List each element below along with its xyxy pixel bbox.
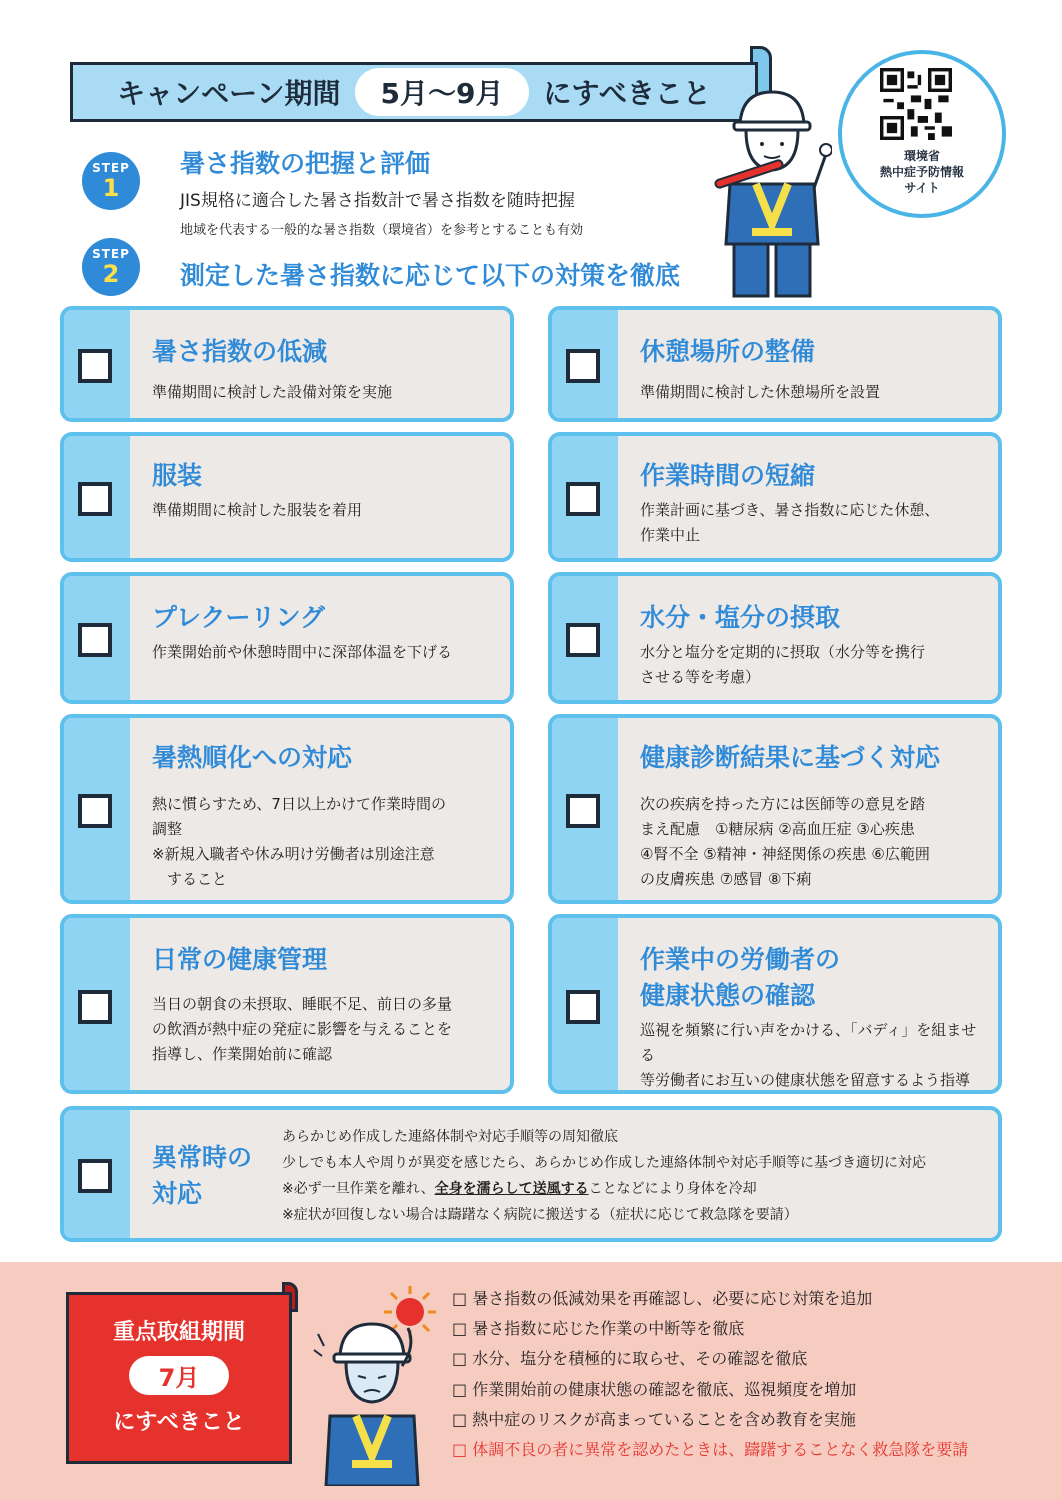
card-title: 暑さ指数の低減 (152, 337, 328, 366)
step-2-number: 2 (102, 260, 120, 288)
card-title: 暑熱順化への対応 (152, 743, 353, 772)
measure-card (60, 714, 514, 904)
focus-checklist (452, 1284, 1032, 1465)
focus-month: 7月 (129, 1356, 230, 1395)
step-2-badge (82, 238, 140, 296)
step-1-note: 地域を代表する一般的な暑さ指数（環境省）を参考とすることも有効 (180, 223, 584, 238)
measure-card (548, 432, 1002, 562)
measure-checkbox[interactable] (566, 794, 600, 828)
measure-card (60, 432, 514, 562)
qr-code-icon[interactable] (880, 68, 952, 140)
card-title: 休憩場所の整備 (640, 337, 816, 366)
focus-checklist-item: □ 暑さ指数の低減効果を再確認し、必要に応じ対策を追加 (452, 1289, 873, 1308)
card-body: 作業開始前や休憩時間中に深部体温を下げる (152, 643, 453, 661)
measure-checkbox[interactable] (566, 990, 600, 1024)
card-body: 準備期間に検討した休憩場所を設置 (640, 383, 881, 401)
measure-card (60, 306, 514, 422)
measure-card (548, 714, 1002, 904)
focus-checklist-item-urgent: □ 体調不良の者に異常を認めたときは、躊躇することなく救急隊を要請 (452, 1440, 969, 1460)
measure-card (548, 572, 1002, 704)
card-title: 水分・塩分の摂取 (640, 603, 841, 632)
measure-card (548, 306, 1002, 422)
focus-subtitle: にすべきこと (113, 1410, 245, 1435)
card-body: 熱に慣らすため、7日以上かけて作業時間の 調整 ※新規入職者や休み明け労働者は別途注意 すること (152, 795, 446, 888)
card-body: 準備期間に検討した服装を着用 (152, 501, 363, 519)
measure-card (60, 914, 514, 1094)
measure-checkbox[interactable] (566, 482, 600, 516)
step-2-word: STEP (92, 247, 130, 261)
emergency-text (282, 1124, 926, 1228)
focus-checklist-item: □ 水分、塩分を積極的に取らせ、その確認を徹底 (452, 1349, 808, 1369)
card-body: 作業計画に基づき、暑さ指数に応じた休憩、 作業中止 (640, 501, 940, 544)
emergency-title: 異常時の 対応 (152, 1143, 253, 1208)
emergency-line: ※症状が回復しない場合は躊躇なく病院に搬送する（症状に応じて救急隊を要請） (282, 1207, 798, 1223)
card-body: 準備期間に検討した設備対策を実施 (152, 383, 393, 401)
emergency-line (282, 1176, 926, 1202)
step-2-title: 測定した暑さ指数に応じて以下の対策を徹底 (180, 261, 681, 290)
card-body: 当日の朝食の未摂取、睡眠不足、前日の多量 の飲酒が熱中症の発症に影響を与えることを 指導し、作業開始前に確認 (152, 995, 453, 1063)
emergency-checkbox[interactable] (78, 1159, 112, 1193)
focus-checklist-item: □ 熱中症のリスクが高まっていることを含め教育を実施 (452, 1409, 856, 1429)
measure-checkbox[interactable] (78, 794, 112, 828)
measure-checkbox[interactable] (566, 623, 600, 657)
worker-illustration (712, 84, 832, 302)
card-body: 巡視を頻繁に行い声をかける、「バディ」を組ませる 等労働者にお互いの健康状態を留意するよう指導 (640, 1021, 977, 1089)
banner-pre-text: キャンペーン期間 (117, 77, 341, 110)
step-1-badge (82, 152, 140, 210)
card-title: 健康診断結果に基づく対応 (640, 743, 941, 772)
qr-caption: 環境省 熱中症予防情報 サイト (879, 149, 964, 195)
emergency-line: あらかじめ作成した連絡体制や対応手順等の周知徹底 (282, 1129, 618, 1145)
focus-checklist-item: □ 作業開始前の健康状態の確認を徹底、巡視頻度を増加 (452, 1379, 857, 1399)
emergency-line-pre: ※必ず一旦作業を離れ、 (282, 1181, 435, 1197)
emergency-line: 少しでも本人や周りが異変を感じたら、あらかじめ作成した連絡体制や対応手順等に基づき適切に対応 (282, 1155, 926, 1171)
measure-checkbox[interactable] (78, 482, 112, 516)
campaign-banner (70, 62, 758, 122)
measure-card (60, 572, 514, 704)
tired-worker-illustration (312, 1316, 432, 1486)
step-1-number: 1 (102, 174, 120, 202)
card-title: プレクーリング (152, 603, 326, 632)
focus-title: 重点取組期間 (112, 1320, 245, 1345)
emergency-line-emphasis: 全身を濡らして送風する (434, 1181, 589, 1197)
measure-card (548, 914, 1002, 1094)
card-title: 日常の健康管理 (152, 945, 328, 974)
measure-checkbox[interactable] (566, 349, 600, 383)
card-body: 水分と塩分を定期的に摂取（水分等を携行 させる等を考慮） (640, 643, 926, 686)
focus-checklist-item: □ 暑さ指数に応じた作業の中断等を徹底 (452, 1319, 745, 1339)
step-1-description: JIS規格に適合した暑さ指数計で暑さ指数を随時把握 (180, 191, 575, 211)
emergency-line-post: ことなどにより身体を冷却 (588, 1181, 757, 1197)
measure-checkbox[interactable] (78, 990, 112, 1024)
step-1-word: STEP (92, 161, 130, 175)
emergency-card (60, 1106, 1002, 1242)
banner-post-text: にすべきこと (543, 77, 711, 110)
focus-banner (66, 1292, 292, 1464)
card-title: 服装 (152, 461, 203, 490)
card-title: 作業中の労働者の 健康状態の確認 (640, 945, 841, 1010)
measure-checkbox[interactable] (78, 349, 112, 383)
measure-checkbox[interactable] (78, 623, 112, 657)
card-title: 作業時間の短縮 (640, 461, 816, 490)
card-body: 次の疾病を持った方には医師等の意見を踏 まえ配慮 ①糖尿病 ②高血圧症 ③心疾患 ④腎不全 ⑤精神・神経関係の疾患 ⑥広範囲 の皮膚疾患 ⑦感冒 ⑧下痢 (640, 795, 930, 888)
banner-period: 5月〜9月 (355, 68, 530, 116)
step-1-title: 暑さ指数の把握と評価 (180, 149, 431, 178)
